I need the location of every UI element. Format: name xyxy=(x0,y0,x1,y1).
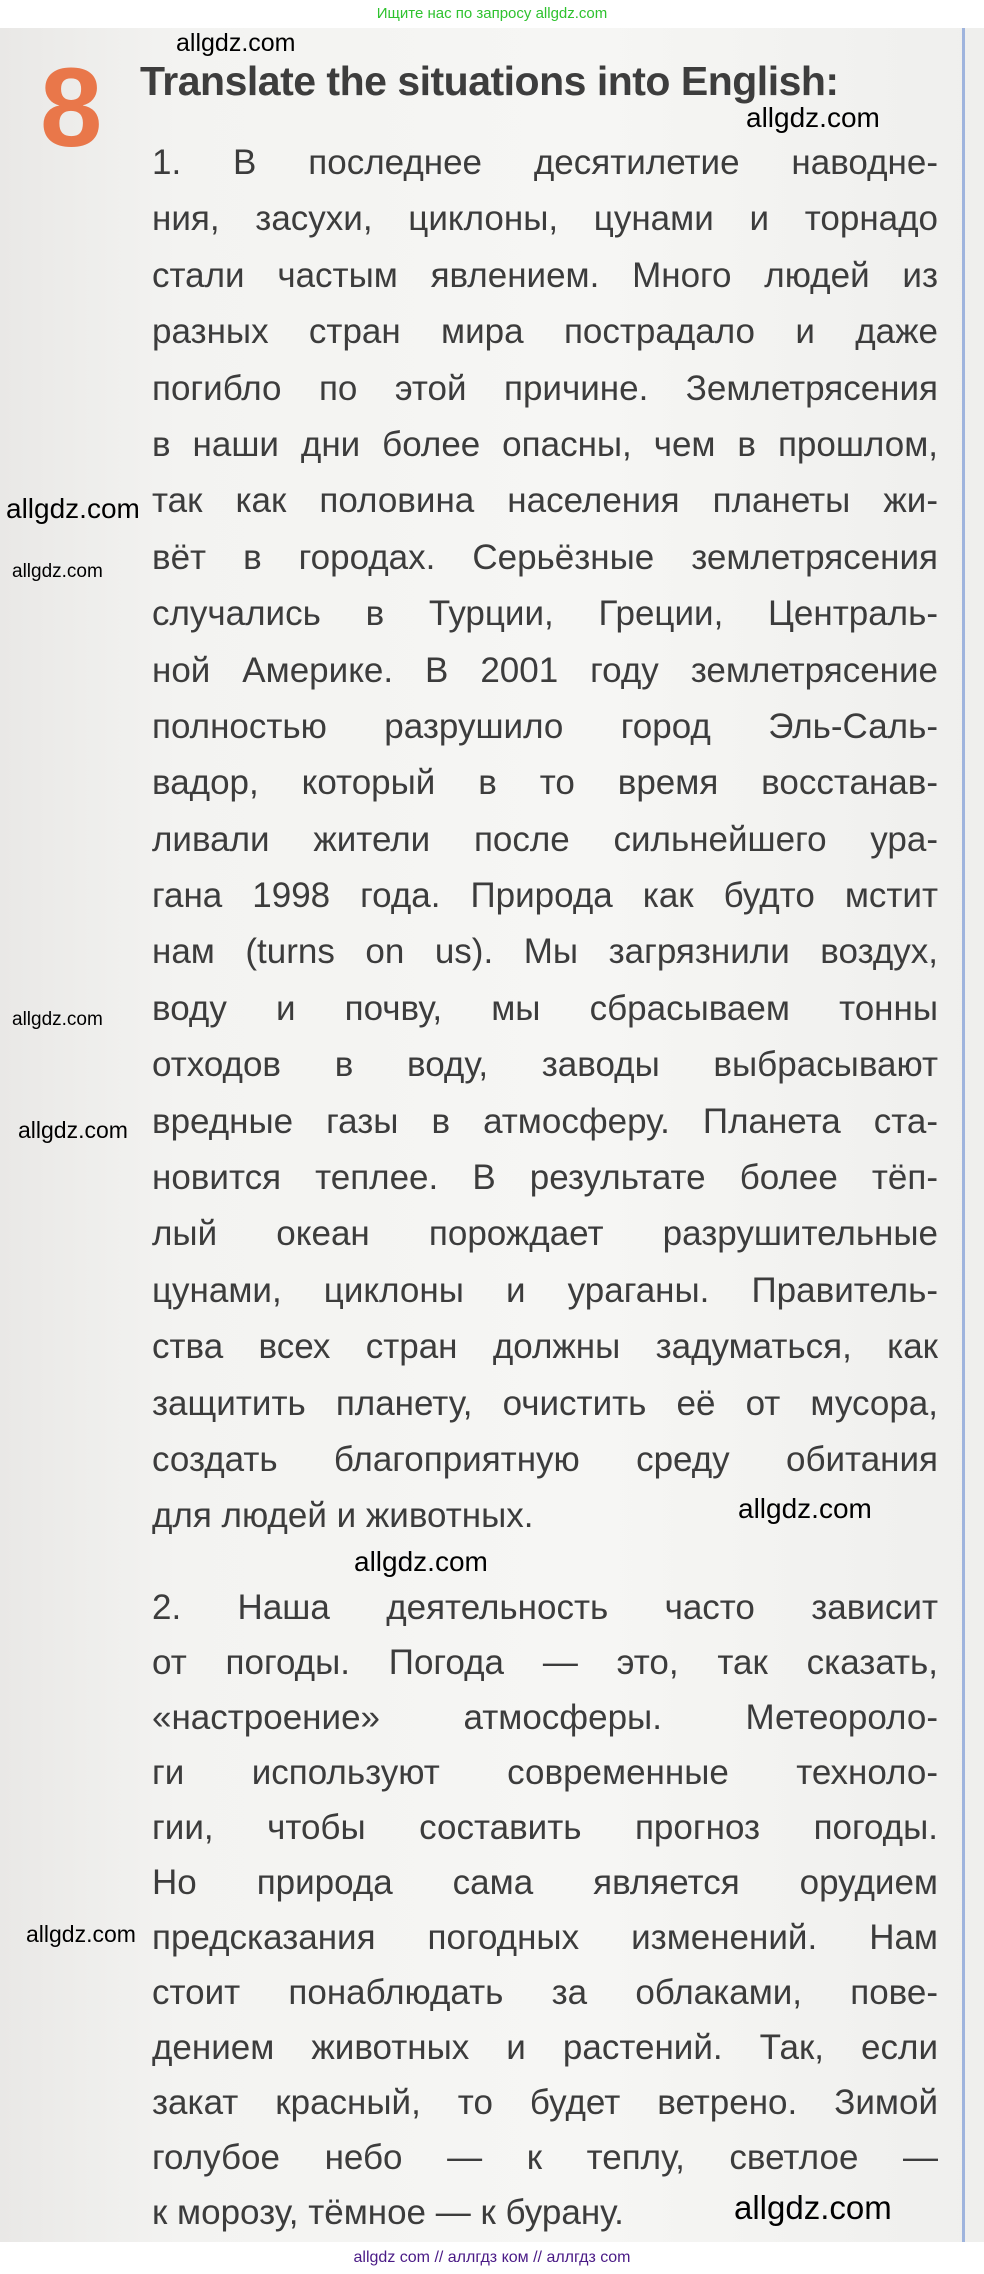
text-line: дением животных и растений. Так, если xyxy=(152,2028,938,2067)
watermark: allgdz.com xyxy=(6,493,140,524)
paragraph-2 xyxy=(152,1580,938,2240)
text-line: стали частым явлением. Много людей из xyxy=(152,255,938,295)
watermark: allgdz.com xyxy=(12,1009,103,1030)
text-line: 1. В последнее десятилетие наводне- xyxy=(152,143,938,182)
paragraph-1 xyxy=(152,135,938,1545)
text-line: полностью разрушило город Эль-Саль- xyxy=(152,706,938,746)
text-line: нам (turns on us). Мы загрязнили воздух, xyxy=(152,932,938,972)
text-line: от погоды. Погода — это, так сказать, xyxy=(152,1643,938,1682)
text-line: разных стран мира пострадало и даже xyxy=(152,312,938,352)
text-line: воду и почву, мы сбрасываем тонны xyxy=(152,988,938,1028)
watermark: allgdz.com xyxy=(354,1546,488,1577)
text-line: стоит понаблюдать за облаками, пове- xyxy=(152,1973,938,2012)
text-line: ства всех стран должны задуматься, как xyxy=(152,1327,938,1367)
text-line: вредные газы в атмосферу. Планета ста- xyxy=(152,1101,938,1141)
text-line: гии, чтобы составить прогноз погоды. xyxy=(152,1808,938,1847)
watermark: allgdz.com xyxy=(738,1493,872,1524)
text-line: вёт в городах. Серьёзные землетрясения xyxy=(152,537,938,577)
text-line: ной Америке. В 2001 году землетрясение xyxy=(152,650,938,690)
text-line: Но природа сама является орудием xyxy=(152,1863,938,1902)
text-line: защитить планету, очистить её от мусора, xyxy=(152,1383,938,1423)
text-line: 2. Наша деятельность часто зависит xyxy=(152,1588,938,1627)
text-line: вадор, который в то время восстанав- xyxy=(152,763,938,803)
text-line: гана 1998 года. Природа как будто мстит xyxy=(152,876,938,916)
text-line: «настроение» атмосферы. Метеороло- xyxy=(152,1698,938,1737)
text-line: так как половина населения планеты жи- xyxy=(152,481,938,521)
text-line: ния, засухи, циклоны, цунами и торнадо xyxy=(152,199,938,239)
watermark: allgdz.com xyxy=(176,29,296,57)
text-line: отходов в воду, заводы выбрасывают xyxy=(152,1045,938,1085)
watermark: allgdz.com xyxy=(18,1117,128,1143)
text-line: в наши дни более опасны, чем в прошлом, xyxy=(152,424,938,464)
watermark: allgdz.com xyxy=(12,561,103,582)
text-line: цунами, циклоны и ураганы. Правитель- xyxy=(152,1270,938,1310)
text-line: голубое небо — к теплу, светлое — xyxy=(152,2138,938,2177)
text-line: лый океан порождает разрушительные xyxy=(152,1214,938,1254)
exercise-number: 8 xyxy=(40,45,103,170)
text-line: погибло по этой причине. Землетрясения xyxy=(152,368,938,408)
text-line: к морозу, тёмное — к бурану. xyxy=(152,2193,624,2232)
search-banner[interactable]: Ищите нас по запросу allgdz.com xyxy=(376,5,608,22)
text-line: предсказания погодных изменений. Нам xyxy=(152,1918,938,1957)
watermark: allgdz.com xyxy=(746,102,880,133)
text-line: случались в Турции, Греции, Централь- xyxy=(152,594,938,634)
text-line: ливали жители после сильнейшего ура- xyxy=(152,819,938,859)
text-line: создать благоприятную среду обитания xyxy=(152,1439,938,1479)
watermark: allgdz.com xyxy=(26,1921,136,1947)
text-line: новится теплее. В результате более тёп- xyxy=(152,1158,938,1198)
text-line: закат красный, то будет ветрено. Зимой xyxy=(152,2083,938,2122)
text-line: ги используют современные техноло- xyxy=(152,1753,938,1792)
watermark: allgdz.com xyxy=(734,2189,892,2226)
page-border xyxy=(962,28,965,2242)
text-line: для людей и животных. xyxy=(152,1496,534,1536)
footer-links[interactable]: allgdz com // аллгдз ком // аллгдз com xyxy=(0,2242,984,2274)
exercise-title: Translate the situations into English: xyxy=(140,58,839,104)
